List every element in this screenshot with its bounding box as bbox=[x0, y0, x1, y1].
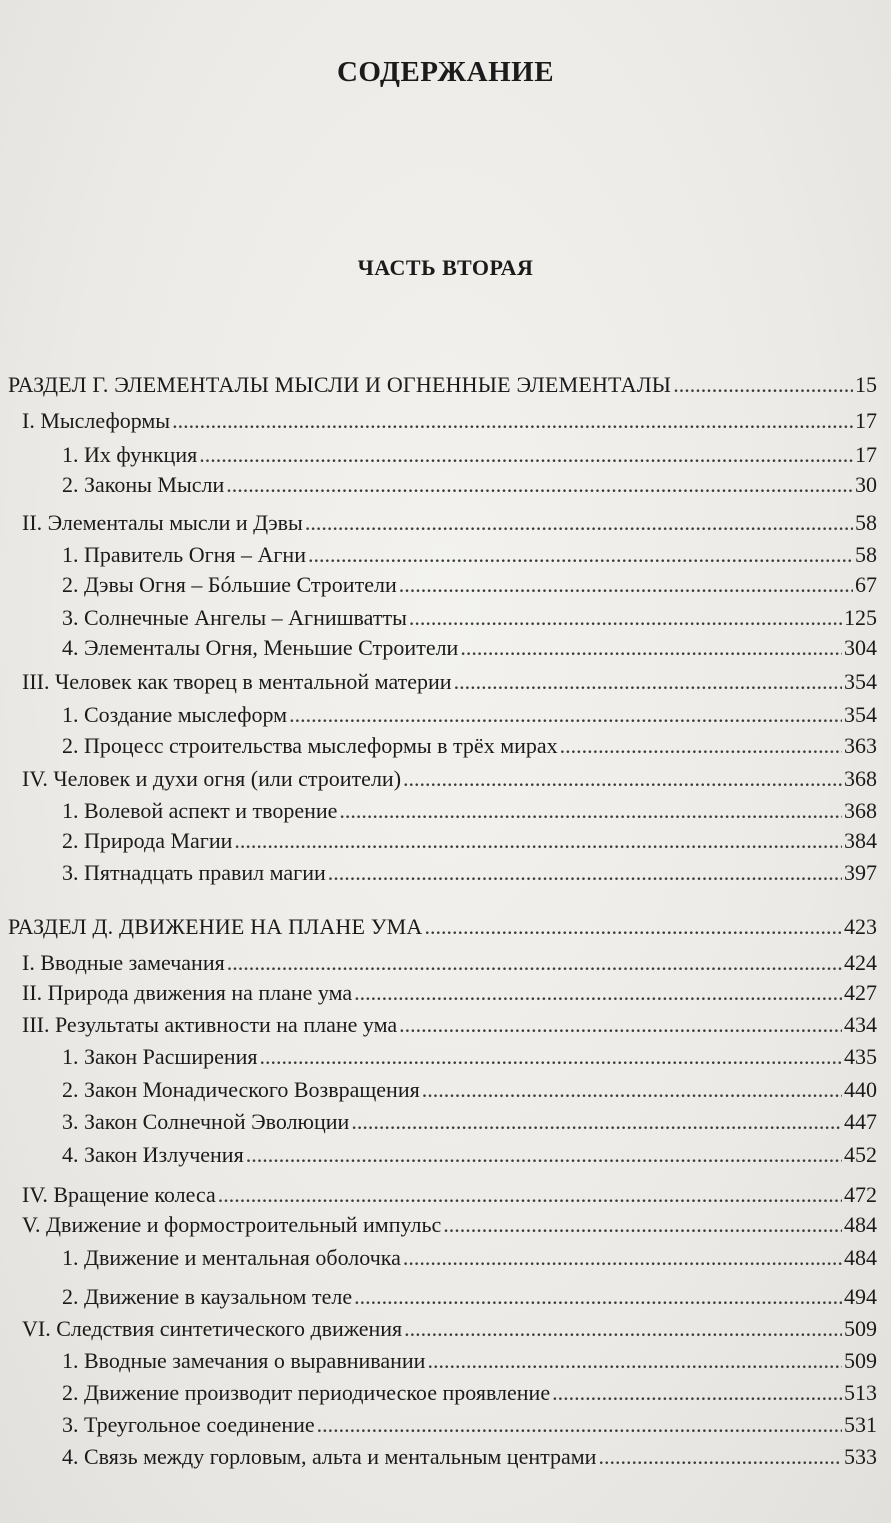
toc-entry bbox=[62, 440, 877, 470]
toc-entry-label: I. Вводные замечания bbox=[22, 950, 225, 975]
toc-entry-label: 2. Процесс строительства мыслеформы в трёх мирах bbox=[62, 733, 558, 758]
toc-entry-page: 58 bbox=[855, 542, 877, 567]
toc-entry bbox=[62, 1042, 877, 1072]
toc-entry-page: 435 bbox=[844, 1044, 877, 1069]
toc-entry bbox=[62, 1243, 877, 1273]
toc-entry-page: 354 bbox=[844, 669, 877, 694]
toc-entry-label: 1. Волевой аспект и творение bbox=[62, 798, 338, 823]
toc-entry bbox=[22, 1180, 877, 1210]
toc-entry-label: 4. Закон Излучения bbox=[62, 1142, 244, 1167]
toc-entry-page: 423 bbox=[844, 914, 877, 939]
toc-entry-page: 30 bbox=[855, 472, 877, 497]
toc-entry bbox=[62, 540, 877, 570]
dot-leader bbox=[226, 470, 853, 500]
dot-leader bbox=[317, 1410, 842, 1440]
toc-entry bbox=[62, 1346, 877, 1376]
dot-leader bbox=[404, 1314, 842, 1344]
toc-entry bbox=[62, 1410, 877, 1440]
dot-leader bbox=[460, 633, 842, 663]
dot-leader bbox=[351, 1107, 842, 1137]
toc-entry bbox=[62, 700, 877, 730]
toc-entry bbox=[22, 1314, 877, 1344]
toc-entry-page: 368 bbox=[844, 766, 877, 791]
toc-entry-label: 2. Природа Магии bbox=[62, 828, 233, 853]
toc-entry bbox=[62, 633, 877, 663]
toc-entry-page: 17 bbox=[855, 442, 877, 467]
dot-leader bbox=[403, 764, 842, 794]
toc-entry bbox=[22, 1210, 877, 1240]
toc-entry-label: III. Человек как творец в ментальной материи bbox=[22, 669, 452, 694]
toc-entry-page: 424 bbox=[844, 950, 877, 975]
toc-entry bbox=[62, 731, 877, 761]
toc-entry-label: VI. Следствия синтетического движения bbox=[22, 1316, 403, 1341]
toc-entry bbox=[62, 826, 877, 856]
toc-entry-page: 509 bbox=[844, 1348, 877, 1373]
toc-entry bbox=[62, 1075, 877, 1105]
toc-entry-page: 440 bbox=[844, 1077, 877, 1102]
dot-leader bbox=[246, 1140, 842, 1170]
toc-entry-label: 1. Правитель Огня – Агни bbox=[62, 542, 306, 567]
toc-entry-label: II. Природа движения на плане ума bbox=[22, 980, 353, 1005]
toc-entry-label: 4. Связь между горловым, альта и ментальным центрами bbox=[62, 1444, 597, 1469]
toc-entry-label: 3. Треугольное соединение bbox=[62, 1412, 315, 1437]
toc-entry bbox=[22, 1010, 877, 1040]
toc-entry bbox=[22, 406, 877, 436]
toc-entry-page: 484 bbox=[844, 1245, 877, 1270]
toc-entry-page: 67 bbox=[855, 572, 877, 597]
toc-entry-page: 472 bbox=[844, 1182, 877, 1207]
dot-leader bbox=[424, 912, 842, 942]
dot-leader bbox=[234, 826, 842, 856]
dot-leader bbox=[354, 978, 842, 1008]
toc-entry-label: РАЗДЕЛ Д. ДВИЖЕНИЕ НА ПЛАНЕ УМА bbox=[8, 914, 423, 939]
dot-leader bbox=[399, 1010, 842, 1040]
toc-entry-label: V. Движение и формостроительный импульс bbox=[22, 1212, 442, 1237]
toc-entry-page: 15 bbox=[855, 372, 877, 397]
toc-entry-page: 368 bbox=[844, 798, 877, 823]
toc-entry-page: 384 bbox=[844, 828, 877, 853]
toc-entry-page: 58 bbox=[855, 510, 877, 535]
toc-entry-label: 3. Солнечные Ангелы – Агнишватты bbox=[62, 605, 407, 630]
toc-entry-label: 2. Законы Мысли bbox=[62, 472, 225, 497]
toc-entry bbox=[62, 570, 877, 600]
dot-leader bbox=[399, 570, 853, 600]
dot-leader bbox=[227, 948, 842, 978]
dot-leader bbox=[673, 370, 853, 400]
toc-entry bbox=[62, 1378, 877, 1408]
toc-entry bbox=[22, 948, 877, 978]
toc-entry-label: IV. Человек и духи огня (или строители) bbox=[22, 766, 402, 791]
toc-entry-label: IV. Вращение колеса bbox=[22, 1182, 216, 1207]
dot-leader bbox=[289, 700, 842, 730]
toc-entry-label: 1. Создание мыслеформ bbox=[62, 702, 288, 727]
toc-entry-page: 354 bbox=[844, 702, 877, 727]
toc-entry-label: 2. Движение в каузальном теле bbox=[62, 1284, 353, 1309]
toc-entry-label: 3. Пятнадцать правил магии bbox=[62, 860, 326, 885]
toc-entry-label: 2. Дэвы Огня – Бóльшие Строители bbox=[62, 572, 397, 597]
toc-entry-page: 397 bbox=[844, 860, 877, 885]
toc-entry-page: 363 bbox=[844, 733, 877, 758]
toc-entry-page: 447 bbox=[844, 1109, 877, 1134]
toc-entry-label: 1. Движение и ментальная оболочка bbox=[62, 1245, 401, 1270]
toc-entry-label: II. Элементалы мысли и Дэвы bbox=[22, 510, 303, 535]
toc-entry-page: 509 bbox=[844, 1316, 877, 1341]
toc-entry bbox=[22, 764, 877, 794]
toc-entry bbox=[62, 1442, 877, 1472]
toc-entry-page: 484 bbox=[844, 1212, 877, 1237]
dot-leader bbox=[260, 1042, 842, 1072]
toc-entry-page: 427 bbox=[844, 980, 877, 1005]
toc-entry-label: 1. Их функция bbox=[62, 442, 198, 467]
toc-entry bbox=[22, 508, 877, 538]
dot-leader bbox=[339, 796, 842, 826]
toc-entry-label: I. Мыслеформы bbox=[22, 408, 171, 433]
toc-entry bbox=[62, 1140, 877, 1170]
toc-entry-page: 494 bbox=[844, 1284, 877, 1309]
toc-entry-label: 4. Элементалы Огня, Меньшие Строители bbox=[62, 635, 459, 660]
dot-leader bbox=[443, 1210, 842, 1240]
dot-leader bbox=[328, 858, 842, 888]
toc-entry-page: 452 bbox=[844, 1142, 877, 1167]
toc-entry-page: 531 bbox=[844, 1412, 877, 1437]
dot-leader bbox=[308, 540, 853, 570]
dot-leader bbox=[409, 603, 842, 633]
dot-leader bbox=[427, 1346, 842, 1376]
dot-leader bbox=[454, 667, 842, 697]
toc-entry bbox=[62, 470, 877, 500]
toc-entry bbox=[62, 1282, 877, 1312]
toc-entry bbox=[62, 603, 877, 633]
toc-entry bbox=[62, 1107, 877, 1137]
toc-section-entry bbox=[8, 370, 877, 400]
dot-leader bbox=[354, 1282, 842, 1312]
toc-entry-page: 125 bbox=[844, 605, 877, 630]
dot-leader bbox=[305, 508, 853, 538]
toc-section-entry bbox=[8, 912, 877, 942]
toc-entry bbox=[62, 858, 877, 888]
dot-leader bbox=[199, 440, 853, 470]
toc-entry-page: 533 bbox=[844, 1444, 877, 1469]
toc-entry-page: 304 bbox=[844, 635, 877, 660]
toc-entry bbox=[62, 796, 877, 826]
dot-leader bbox=[218, 1180, 842, 1210]
toc-entry-page: 17 bbox=[855, 408, 877, 433]
toc-entry-label: РАЗДЕЛ Г. ЭЛЕМЕНТАЛЫ МЫСЛИ И ОГНЕННЫЕ ЭЛЕМЕНТАЛЫ bbox=[8, 372, 672, 397]
toc-entry bbox=[22, 667, 877, 697]
page-title: СОДЕРЖАНИЕ bbox=[336, 56, 555, 88]
toc-entry-label: 2. Закон Монадического Возвращения bbox=[62, 1077, 420, 1102]
dot-leader bbox=[598, 1442, 842, 1472]
dot-leader bbox=[172, 406, 853, 436]
toc-entry-page: 434 bbox=[844, 1012, 877, 1037]
dot-leader bbox=[560, 731, 842, 761]
toc-entry-label: 1. Вводные замечания о выравнивании bbox=[62, 1348, 426, 1373]
toc-entry-label: 3. Закон Солнечной Эволюции bbox=[62, 1109, 350, 1134]
dot-leader bbox=[403, 1243, 842, 1273]
toc-entry-label: 1. Закон Расширения bbox=[62, 1044, 258, 1069]
toc-entry-page: 513 bbox=[844, 1380, 877, 1405]
toc-entry bbox=[22, 978, 877, 1008]
part-heading: ЧАСТЬ ВТОРАЯ bbox=[357, 255, 534, 280]
toc-entry-label: 2. Движение производит периодическое проявление bbox=[62, 1380, 551, 1405]
dot-leader bbox=[552, 1378, 842, 1408]
dot-leader bbox=[422, 1075, 842, 1105]
toc-entry-label: III. Результаты активности на плане ума bbox=[22, 1012, 398, 1037]
